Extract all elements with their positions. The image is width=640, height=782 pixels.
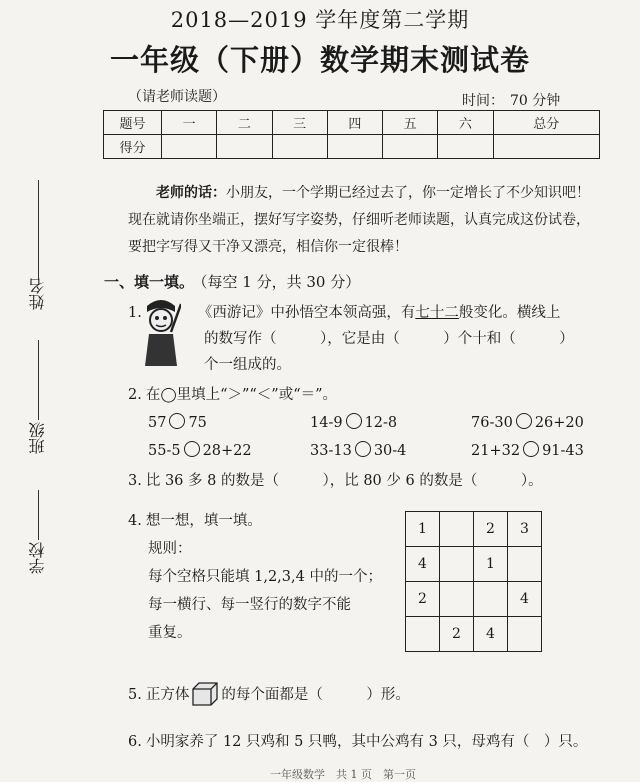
comparison-circle[interactable] [184,441,200,457]
grid-row [406,547,542,582]
score-table-score-row [104,135,600,159]
grid-cell[interactable]: 2 [474,512,508,547]
name-label: 姓名 [28,278,47,310]
question-number: 2. [128,387,142,403]
grid-cell[interactable] [440,547,474,582]
grid-cell[interactable]: 4 [474,617,508,652]
q4-rule-line-3: 重复。 [148,625,192,641]
teacher-words-text: 小朋友，一个学期已经过去了，你一定增长了不少知识吧！现在就请你坐端正，摆好写字姿势，仔细听老师读题，认真完成这份试卷，要把字写得又干净又漂亮，相信你一定很棒！ [128,185,590,255]
q5-text-b: 的每个面都是（ ）形。 [221,687,410,703]
comparison-left: 57 [148,415,167,431]
q3-text: 比 36 多 8 的数是（ ），比 80 少 6 的数是（ ）。 [145,473,543,489]
question-4 [128,509,262,530]
section-title [104,271,360,292]
grid-cell[interactable]: 3 [508,512,542,547]
comparison-left: 76-30 [471,415,513,431]
q4-rule-label: 规则： [148,541,192,557]
comparison-item [310,413,397,431]
school-label: 学校 [28,542,47,574]
question-5 [128,681,410,707]
sudoku-grid [405,511,542,652]
grid-cell[interactable]: 2 [406,582,440,617]
grid-cell[interactable] [406,617,440,652]
question-6 [128,730,587,751]
comparison-item [148,441,252,459]
q4-rule-line-1: 每个空格只能填 1,2,3,4 中的一个； [148,569,382,585]
question-1 [128,301,560,322]
exam-title: 一年级（下册）数学期末测试卷 [109,43,530,77]
score-column: 三 [272,111,327,135]
score-label: 得分 [104,135,162,159]
q5-text-a: 正方体 [145,687,190,703]
score-cell[interactable] [162,135,217,159]
grid-cell[interactable] [440,512,474,547]
time-label: 时间： [462,93,504,109]
name-blank-line[interactable] [38,180,39,280]
cube-icon [191,681,219,707]
score-cell[interactable] [438,135,493,159]
comparison-right: 75 [188,415,207,431]
score-column: 二 [217,111,272,135]
grid-cell[interactable] [440,582,474,617]
comparison-circle[interactable] [169,413,185,429]
q4-title: 想一想，填一填。 [145,513,262,529]
comparison-left: 33-13 [310,443,352,459]
question-2 [128,383,337,404]
score-column: 六 [438,111,493,135]
score-cell[interactable] [383,135,438,159]
time-limit [462,90,566,110]
q2-text: 在◯里填上“＞”“＜”或“＝”。 [145,387,338,403]
comparison-item [310,441,406,459]
comparison-item [471,413,584,431]
comparison-circle[interactable] [346,413,362,429]
comparison-item [471,441,584,459]
score-column: 五 [383,111,438,135]
section-score-note: （每空 1 分，共 30 分） [200,273,361,291]
comparison-right: 28+22 [202,443,252,459]
question-number: 6. [128,734,142,750]
class-blank-line[interactable] [38,340,39,420]
q6-text: 小明家养了 12 只鸡和 5 只鸭，其中公鸡有 3 只，母鸡有（ ）只。 [145,734,588,750]
comparison-right: 91-43 [542,443,584,459]
score-column: 总分 [493,111,600,135]
teacher-words-label: 老师的话： [156,185,226,201]
comparison-right: 12-8 [364,415,398,431]
score-cell[interactable] [327,135,382,159]
comparison-left: 21+32 [471,443,521,459]
grid-cell[interactable]: 1 [474,547,508,582]
comparison-circle[interactable] [523,441,539,457]
score-cell[interactable] [272,135,327,159]
score-column: 一 [162,111,217,135]
grid-cell[interactable]: 2 [440,617,474,652]
grid-cell[interactable]: 1 [406,512,440,547]
q1-text-a: 《西游记》中孙悟空本领高强，有 [197,305,416,321]
question-number: 3. [128,473,142,489]
page-footer: 一年级数学 共 1 页 第一页 [270,768,416,781]
comparison-left: 55-5 [148,443,181,459]
question-3 [128,469,543,490]
comparison-right: 30-4 [373,443,407,459]
question-number: 5. [128,687,142,703]
grid-row [406,512,542,547]
score-column: 四 [327,111,382,135]
grid-cell[interactable] [474,582,508,617]
q1-line-2: 的数写作（ ），它是由（ ）个十和（ ） [204,331,574,347]
score-cell[interactable] [217,135,272,159]
year-title: 2018—2019 学年度第二学期 [170,8,470,32]
grid-row [406,582,542,617]
grid-cell[interactable]: 4 [508,582,542,617]
school-blank-line[interactable] [38,490,39,540]
q4-rule-line-2: 每一横行、每一竖行的数字不能 [148,597,351,613]
teacher-read-note: （请老师读题） [128,89,226,105]
grid-cell[interactable] [508,617,542,652]
comparison-left: 14-9 [310,415,343,431]
time-value: 70 分钟 [510,93,561,109]
grid-cell[interactable] [508,547,542,582]
comparison-right: 26+20 [534,415,584,431]
score-table-header-row [104,111,600,135]
comparison-circle[interactable] [516,413,532,429]
comparison-circle[interactable] [355,441,371,457]
question-number-label: 题号 [104,111,162,135]
grid-cell[interactable]: 4 [406,547,440,582]
section-heading: 一、填一填。 [104,273,195,291]
question-number: 4. [128,513,142,529]
score-table [103,110,600,159]
q1-underlined-number: 七十二 [415,305,459,321]
teacher-words [128,180,600,261]
q1-text-b: 般变化。横线上 [458,305,561,321]
comparison-item [148,413,207,431]
question-number: 1. [128,305,142,321]
score-cell[interactable] [493,135,600,159]
binding-margin [0,160,60,770]
grid-row [406,617,542,652]
class-label: 班级 [28,422,47,454]
q1-line-3: 个一组成的。 [204,357,291,373]
